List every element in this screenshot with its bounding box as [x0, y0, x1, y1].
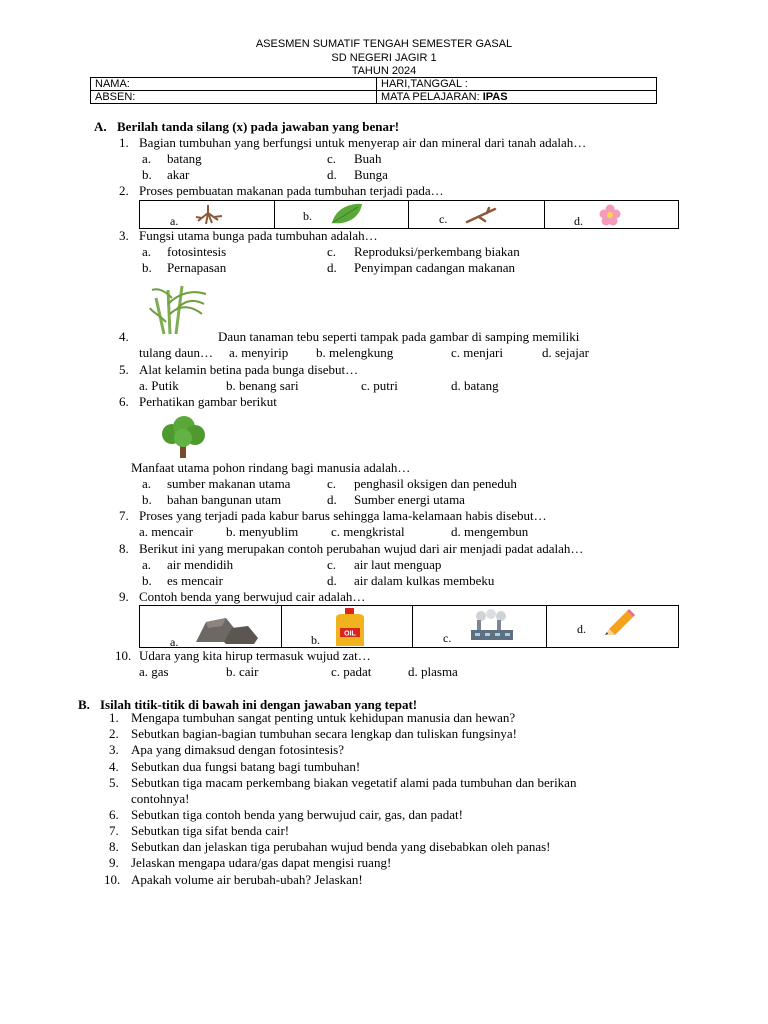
subject-label: MATA PELAJARAN:	[381, 91, 480, 103]
stem-icon	[465, 206, 497, 224]
q2-b-label: b.	[303, 209, 312, 223]
q1-opt-b-letter: b.	[142, 167, 152, 182]
q5-opt-d[interactable]: d. batang	[451, 378, 499, 393]
pencil-icon	[605, 609, 635, 635]
exam-year: TAHUN 2024	[351, 65, 417, 77]
name-field[interactable]	[91, 78, 377, 91]
q8-opt-b[interactable]: es mencair	[167, 573, 223, 588]
flower-icon	[599, 204, 621, 226]
q5-opt-c[interactable]: c. putri	[361, 378, 398, 393]
q10-opt-d[interactable]: d. plasma	[408, 664, 458, 679]
b-item-text: Sebutkan tiga sifat benda cair!	[131, 823, 290, 838]
q4-opt-b[interactable]: b. melengkung	[316, 345, 394, 360]
q3-opt-b[interactable]: Pernapasan	[167, 260, 227, 275]
q4-opt-d[interactable]: d. sejajar	[542, 345, 589, 360]
q8-opt-a[interactable]: air mendidih	[167, 557, 234, 572]
oil-label: OIL	[344, 630, 356, 638]
q7-opt-a[interactable]: a. mencair	[139, 524, 194, 539]
b-item-text: Sebutkan dua fungsi batang bagi tumbuhan!	[131, 759, 361, 774]
b-item-number: 10.	[104, 872, 121, 887]
b-item-number: 1.	[109, 710, 119, 725]
q2-a-label: a.	[170, 214, 179, 228]
b-item-number: 8.	[109, 839, 119, 854]
q8-opt-c[interactable]: air laut menguap	[354, 557, 442, 572]
q3-opt-a[interactable]: fotosintesis	[167, 244, 227, 259]
absen-label: ABSEN:	[95, 91, 136, 103]
stones-icon	[196, 614, 258, 644]
q8-opt-d-letter: d.	[327, 573, 337, 588]
q8-number: 8.	[119, 541, 129, 556]
q4-opt-c[interactable]: c. menjari	[451, 345, 503, 360]
q8-opt-b-letter: b.	[142, 573, 152, 588]
q6-opt-d[interactable]: Sumber energi utama	[354, 492, 465, 507]
b-item-text: Sebutkan tiga macam perkembang biakan vegetatif alami pada tumbuhan dan berikan	[131, 775, 577, 790]
q7-number: 7.	[119, 508, 129, 523]
date-label: HARI,TANGGAL :	[381, 78, 468, 90]
q4-opt-a[interactable]: a. menyirip	[229, 345, 289, 360]
section-a-letter: A.	[94, 119, 107, 134]
q3-text: Fungsi utama bunga pada tumbuhan adalah…	[139, 228, 378, 243]
q2-text: Proses pembuatan makanan pada tumbuhan terjadi pada…	[139, 183, 444, 198]
q9-image-options	[139, 605, 679, 648]
q3-number: 3.	[119, 228, 129, 243]
q6-text: Perhatikan gambar berikut	[139, 394, 277, 409]
q5-text: Alat kelamin betina pada bunga disebut…	[139, 362, 359, 377]
q2-option-c[interactable]	[408, 201, 545, 228]
q9-text: Contoh benda yang berwujud cair adalah…	[139, 589, 366, 604]
q6-opt-a[interactable]: sumber makanan utama	[167, 476, 291, 491]
q3-opt-c-letter: c.	[327, 244, 337, 259]
q1-opt-d-letter: d.	[327, 167, 337, 182]
name-label: NAMA:	[95, 78, 130, 90]
q2-option-a[interactable]	[140, 201, 274, 228]
q7-opt-d[interactable]: d. mengembun	[451, 524, 529, 539]
q1-number: 1.	[119, 135, 129, 150]
q1-opt-d[interactable]: Bunga	[354, 167, 388, 182]
q4-text-line2: tulang daun…	[139, 345, 214, 360]
oil-bottle-icon	[332, 608, 368, 648]
b-item-text: Apa yang dimaksud dengan fotosintesis?	[131, 742, 345, 757]
q6-opt-c[interactable]: penghasil oksigen dan peneduh	[354, 476, 517, 491]
tree-icon	[160, 416, 206, 458]
q9-number: 9.	[119, 589, 129, 604]
q2-option-d[interactable]	[544, 201, 678, 228]
q1-opt-a-letter: a.	[142, 151, 152, 166]
q5-opt-b[interactable]: b. benang sari	[226, 378, 299, 393]
b-item-text: Sebutkan dan jelaskan tiga perubahan wujud benda yang disebabkan oleh panas!	[131, 839, 551, 854]
exam-title: ASESMEN SUMATIF TENGAH SEMESTER GASAL	[255, 38, 513, 50]
q1-text: Bagian tumbuhan yang berfungsi untuk menyerap air dan mineral dari tanah adalah…	[139, 135, 587, 150]
q6-opt-b-letter: b.	[142, 492, 152, 507]
q3-opt-b-letter: b.	[142, 260, 152, 275]
q6-stem: Manfaat utama pohon rindang bagi manusia adalah…	[131, 460, 411, 475]
factory-icon	[471, 610, 513, 640]
q8-opt-d[interactable]: air dalam kulkas membeku	[354, 573, 495, 588]
absen-field[interactable]	[91, 91, 377, 104]
q9-option-c[interactable]	[412, 606, 547, 647]
subject-value: IPAS	[482, 91, 508, 103]
q2-number: 2.	[119, 183, 129, 198]
q9-a-label: a.	[170, 635, 179, 649]
q4-number: 4.	[119, 329, 129, 344]
root-icon	[192, 205, 224, 225]
q1-opt-c-letter: c.	[327, 151, 337, 166]
q9-c-label: c.	[443, 631, 452, 645]
b-item-number: 3.	[109, 742, 119, 757]
q9-d-label: d.	[577, 622, 586, 636]
q5-opt-a[interactable]: a. Putik	[139, 378, 179, 393]
q9-option-a[interactable]	[140, 606, 281, 647]
q6-opt-b[interactable]: bahan bangunan utam	[167, 492, 282, 507]
q8-text: Berikut ini yang merupakan contoh perubahan wujud dari air menjadi padat adalah…	[139, 541, 584, 556]
q7-opt-c[interactable]: c. mengkristal	[331, 524, 405, 539]
q9-b-label: b.	[311, 633, 320, 647]
q1-opt-a[interactable]: batang	[167, 151, 202, 166]
q8-opt-c-letter: c.	[327, 557, 337, 572]
b-item-number: 4.	[109, 759, 119, 774]
q2-image-options	[139, 200, 679, 229]
b-item-number: 9.	[109, 855, 119, 870]
section-b-letter: B.	[78, 697, 90, 712]
q7-text: Proses yang terjadi pada kabur barus sehingga lama-kelamaan habis disebut…	[139, 508, 547, 523]
b-item-number: 6.	[109, 807, 119, 822]
date-field[interactable]	[377, 78, 657, 91]
b-item-text: Mengapa tumbuhan sangat penting untuk kehidupan manusia dan hewan?	[131, 710, 516, 725]
b-item-number: 2.	[109, 726, 119, 741]
school-name: SD NEGERI JAGIR 1	[331, 52, 437, 64]
q9-option-d[interactable]	[546, 606, 678, 647]
section-b-title: Isilah titik-titik di bawah ini dengan jawaban yang tepat!	[100, 697, 418, 712]
q7-opt-b[interactable]: b. menyublim	[226, 524, 299, 539]
q6-opt-d-letter: d.	[327, 492, 337, 507]
sugarcane-icon	[150, 284, 208, 334]
q1-opt-c[interactable]: Buah	[354, 151, 382, 166]
section-a-title: Berilah tanda silang (x) pada jawaban yang benar!	[117, 119, 400, 134]
q6-opt-a-letter: a.	[142, 476, 152, 491]
q1-opt-b[interactable]: akar	[167, 167, 190, 182]
q10-number: 10.	[115, 648, 132, 663]
q10-opt-a[interactable]: a. gas	[139, 664, 169, 679]
q9-option-b[interactable]	[281, 606, 413, 647]
b-item-text: Jelaskan mengapa udara/gas dapat mengisi ruang!	[131, 855, 392, 870]
q2-c-label: c.	[439, 212, 448, 226]
q6-number: 6.	[119, 394, 129, 409]
q5-number: 5.	[119, 362, 129, 377]
b-item-text: Sebutkan bagian-bagian tumbuhan secara lengkap dan tuliskan fungsinya!	[131, 726, 517, 741]
q2-d-label: d.	[574, 214, 583, 228]
b-item-text-cont: contohnya!	[131, 791, 190, 806]
q10-opt-c[interactable]: c. padat	[331, 664, 372, 679]
q4-text: Daun tanaman tebu seperti tampak pada gambar di samping memiliki	[218, 329, 580, 344]
q3-opt-a-letter: a.	[142, 244, 152, 259]
b-item-text: Apakah volume air berubah-ubah? Jelaskan!	[131, 872, 363, 887]
q2-option-b[interactable]	[274, 201, 409, 228]
b-item-number: 5.	[109, 775, 119, 790]
q8-opt-a-letter: a.	[142, 557, 152, 572]
q3-opt-d[interactable]: Penyimpan cadangan makanan	[354, 260, 515, 275]
q3-opt-d-letter: d.	[327, 260, 337, 275]
q6-opt-c-letter: c.	[327, 476, 337, 491]
leaf-icon	[330, 203, 364, 225]
q10-text: Udara yang kita hirup termasuk wujud zat…	[139, 648, 371, 663]
q10-opt-b[interactable]: b. cair	[226, 664, 259, 679]
subject-field	[377, 91, 657, 104]
student-info-table	[90, 77, 657, 104]
q3-opt-c[interactable]: Reproduksi/perkembang biakan	[354, 244, 520, 259]
b-item-text: Sebutkan tiga contoh benda yang berwujud cair, gas, dan padat!	[131, 807, 463, 822]
b-item-number: 7.	[109, 823, 119, 838]
